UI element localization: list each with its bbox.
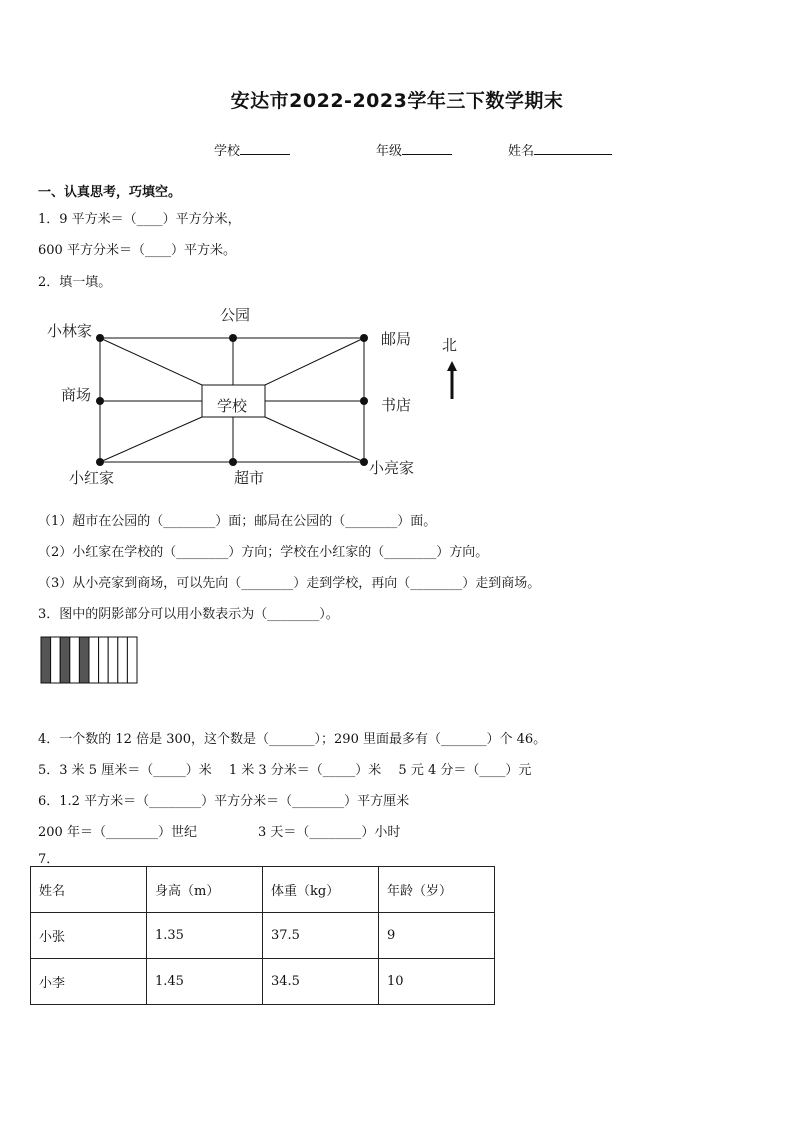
map-label-xuexiao: 学校 [217, 397, 248, 415]
question-4: 4．一个数的 12 倍是 300，这个数是（_______）；290 里面最多有（_______）个 46。 [38, 732, 547, 747]
table-cell: 小李 [31, 959, 147, 1005]
map-label-shudian: 书店 [381, 396, 412, 414]
map-point-xiaohongjia [96, 458, 104, 466]
question-1-line-1: 1．9 平方米＝（____）平方分米， [38, 212, 241, 227]
map-line-xiaohong-school [100, 417, 202, 462]
grade-label: 年级 [376, 144, 403, 159]
blank-strip [99, 637, 109, 683]
table-row [31, 959, 495, 1005]
question-3: 3．图中的阴影部分可以用小数表示为（________）。 [38, 607, 339, 622]
question-6-line-1: 6．1.2 平方米＝（________）平方分米＝（________）平方厘米 [38, 794, 410, 809]
blank-strip [51, 637, 61, 683]
table-header-cell: 身高（m） [147, 867, 263, 913]
table-header-cell: 体重（kg） [263, 867, 379, 913]
shaded-strip [60, 637, 70, 683]
table-cell: 34.5 [263, 959, 379, 1005]
map-label-xiaoliangjia: 小亮家 [369, 459, 415, 477]
question-2-sub-2: （2）小红家在学校的（________）方向；学校在小红家的（________）方向。 [38, 545, 489, 560]
blank-strip [70, 637, 80, 683]
blank-strip [108, 637, 118, 683]
map-point-youju [360, 334, 368, 342]
question-1-line-2: 600 平方分米＝（____）平方米。 [38, 243, 236, 258]
map-label-north: 北 [442, 336, 458, 354]
map-label-xiaolinjia: 小林家 [47, 322, 93, 340]
name-label: 姓名 [508, 144, 535, 159]
map-label-youju: 邮局 [381, 330, 412, 348]
map-point-xiaoliangjia [360, 458, 368, 466]
data-table [30, 866, 495, 1005]
question-6-line-2a: 200 年＝（________）世纪 [38, 825, 197, 840]
school-label: 学校 [214, 144, 241, 159]
table-cell: 10 [379, 959, 495, 1005]
question-7-label: 7． [38, 852, 60, 867]
north-arrow-icon [447, 361, 457, 371]
table-cell: 1.45 [147, 959, 263, 1005]
map-point-chaoshi [229, 458, 237, 466]
section-heading: 一、认真思考，巧填空。 [38, 185, 182, 200]
blank-strip [118, 637, 128, 683]
school-blank[interactable] [240, 142, 290, 155]
grade-blank[interactable] [402, 142, 452, 155]
blank-strip [127, 637, 137, 683]
page-title: 安达市2022-2023学年三下数学期末 [230, 90, 564, 112]
table-header-cell: 年龄（岁） [379, 867, 495, 913]
table-header-cell: 姓名 [31, 867, 147, 913]
question-2-sub-3: （3）从小亮家到商场，可以先向（________）走到学校，再向（________）走到商场。 [38, 576, 541, 591]
map-label-chaoshi: 超市 [234, 469, 265, 487]
map-point-shudian [360, 397, 368, 405]
map-point-shangchang [96, 397, 104, 405]
table-cell: 1.35 [147, 913, 263, 959]
map-line-xiaoliang-school [265, 417, 364, 462]
map-point-gongyuan [229, 334, 237, 342]
shaded-strip [41, 637, 51, 683]
table-cell: 9 [379, 913, 495, 959]
shaded-strip [79, 637, 89, 683]
table-cell: 37.5 [263, 913, 379, 959]
name-blank[interactable] [534, 142, 612, 155]
table-header-row [31, 867, 495, 913]
map-label-gongyuan: 公园 [220, 306, 251, 324]
name-field [508, 140, 612, 159]
question-2-label: 2．填一填。 [38, 275, 112, 290]
map-point-xiaolinjia [96, 334, 104, 342]
map-line-youju-school [265, 338, 364, 385]
map-line-xiaolin-school [100, 338, 202, 385]
grade-field [376, 140, 452, 159]
map-label-shangchang: 商场 [61, 386, 92, 404]
map-label-xiaohongjia: 小红家 [69, 469, 115, 487]
question-6-line-2b: 3 天＝（________）小时 [258, 825, 401, 840]
table-cell: 小张 [31, 913, 147, 959]
question-2-sub-1: （1）超市在公园的（________）面；邮局在公园的（________）面。 [38, 514, 437, 529]
blank-strip [89, 637, 99, 683]
school-field [214, 140, 290, 159]
decimal-strip-figure [40, 636, 142, 686]
table-row [31, 913, 495, 959]
question-5: 5．3 米 5 厘米＝（_____）米 1 米 3 分米＝（_____）米 5 元 4 分＝（____）元 [38, 763, 532, 778]
